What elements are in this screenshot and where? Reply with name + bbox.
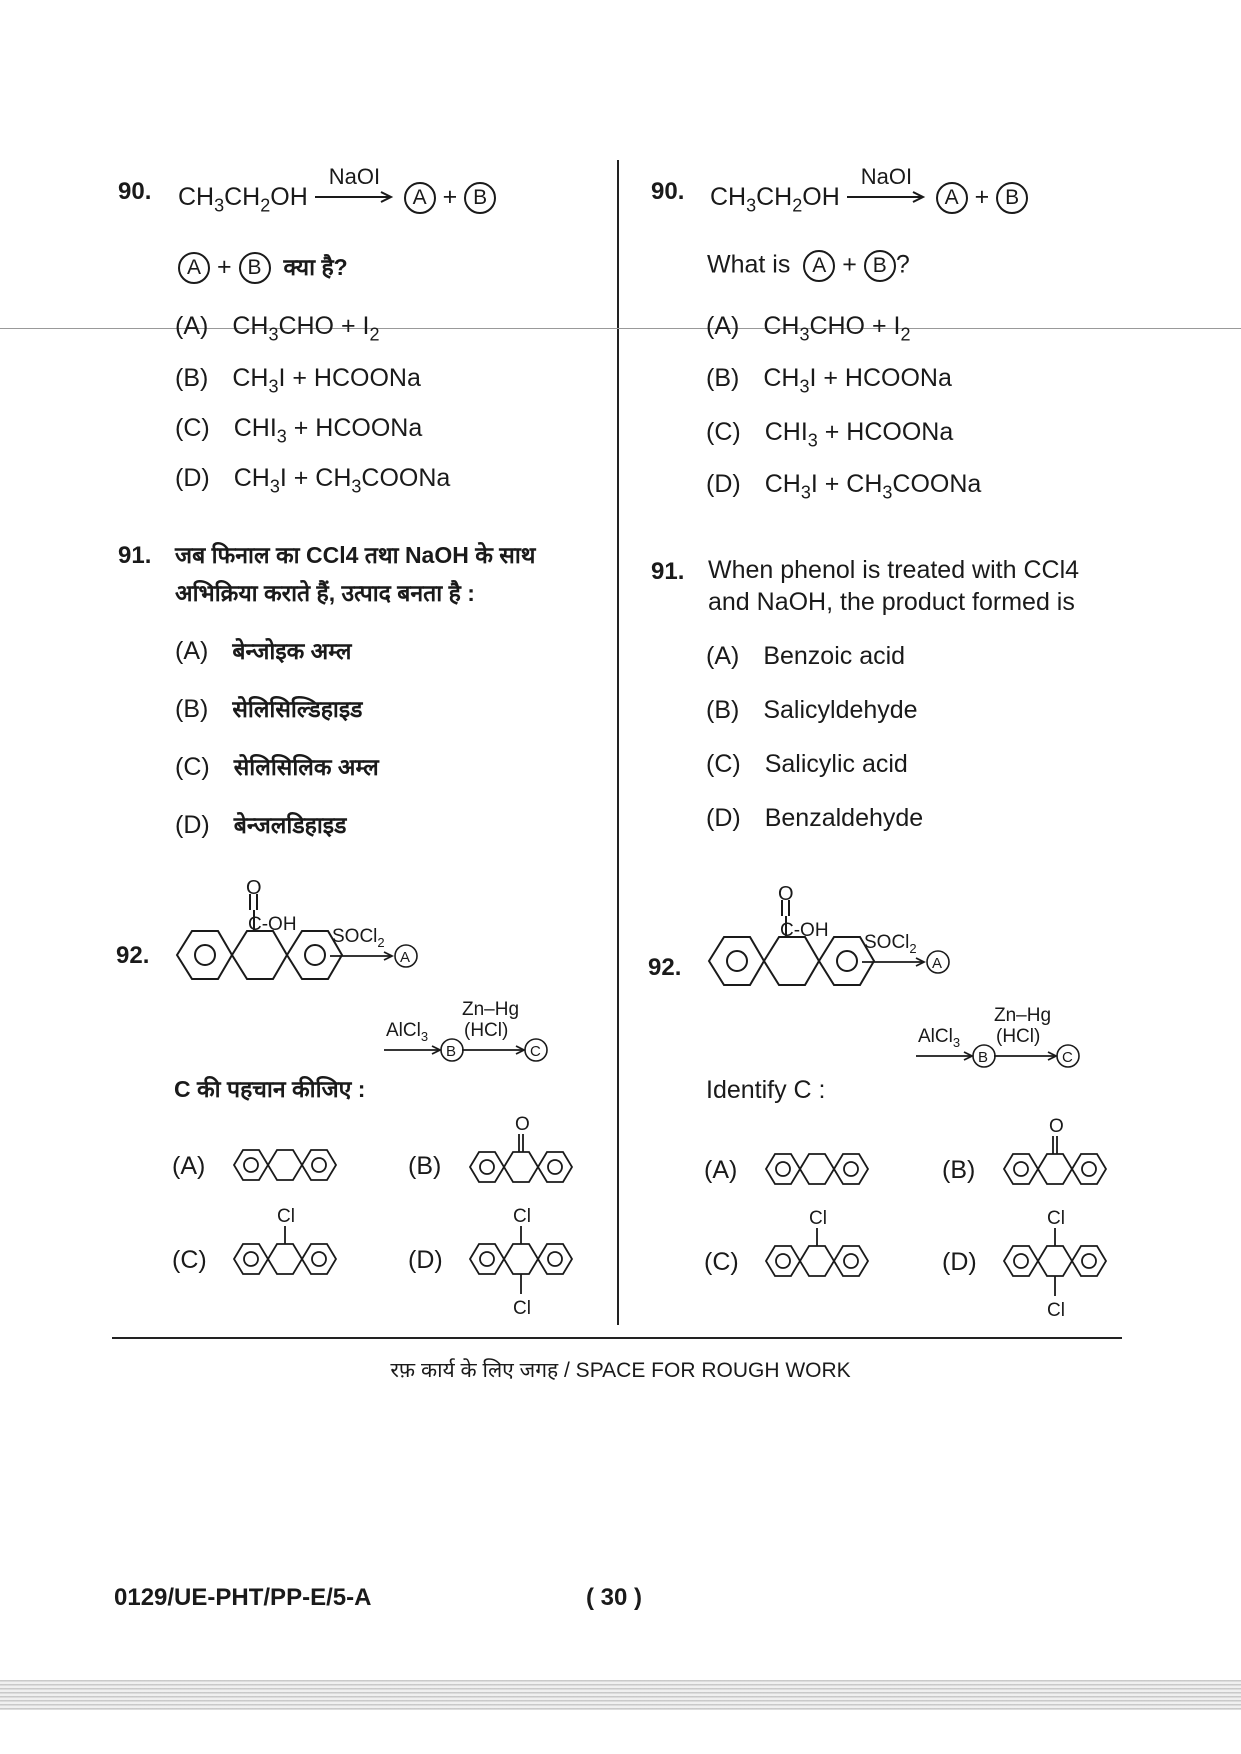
- q90-question-left: A + B क्या है?: [178, 250, 348, 284]
- substituent-o: O: [246, 880, 262, 899]
- q91-line2-right: and NaOH, the product formed is: [708, 588, 1075, 616]
- q91-number-right: 91.: [651, 558, 685, 585]
- q91-option-d-left: (D) बेन्जलडिहाइड: [175, 811, 347, 839]
- question-english: What is: [707, 250, 791, 279]
- q91-option-a-right: (A) Benzoic acid: [706, 642, 906, 670]
- option-d-dichloro: [466, 1200, 578, 1322]
- q90-question-right: What is A + B ?: [707, 250, 910, 282]
- svg-text:C: C: [1062, 1049, 1073, 1066]
- svg-text:O: O: [1049, 1116, 1064, 1137]
- q91-line1-left: जब फिनाल का CCl4 तथा NaOH के साथ: [175, 542, 536, 568]
- product-b-circle-right: B: [996, 182, 1028, 214]
- option-c-chloro-right: [762, 1202, 872, 1286]
- option-b-anthrone-right: [1000, 1110, 1112, 1194]
- reagent-label: NaOI: [328, 164, 381, 189]
- reactant-formula: $CH_3CH_2OH$: [178, 182, 308, 215]
- rough-work-label: रफ़ कार्य के लिए जगह / SPACE FOR ROUGH WORK: [390, 1359, 851, 1382]
- q91-option-c-right: (C) Salicylic acid: [706, 750, 908, 778]
- column-divider: [617, 160, 619, 1325]
- product-a-circle: A: [404, 182, 436, 214]
- q92-opt-c-label-right: (C): [704, 1248, 739, 1276]
- svg-text:Zn–Hg: Zn–Hg: [994, 1005, 1052, 1026]
- circle-b-right: B: [864, 250, 896, 282]
- q91-line2-left: अभिक्रिया कराते हैं, उत्पाद बनता है :: [175, 580, 475, 606]
- q90-reaction-right: $CH_3CH_2OH$ NaOI A + B: [710, 160, 1028, 200]
- q92-prompt-left: C की पहचान कीजिए :: [174, 1076, 366, 1102]
- svg-text:C: C: [530, 1043, 541, 1060]
- q92-opt-c-label-left: (C): [172, 1246, 207, 1274]
- q91-number-left: 91.: [118, 542, 152, 569]
- q90-reaction-left: $CH_3CH_2OH$ NaOI A + B: [178, 160, 496, 200]
- q90-option-d-right: (D) $CH_3I$ + $CH_3COONa$: [706, 470, 982, 503]
- option-b-anthrone: [466, 1108, 578, 1192]
- option-d-cl-top: Cl: [513, 1206, 531, 1227]
- svg-text:Cl: Cl: [1047, 1208, 1065, 1229]
- rough-work-rule: [112, 1337, 1122, 1339]
- option-d-cl-bottom: Cl: [513, 1298, 531, 1319]
- option-d-dichloro-right: [1000, 1202, 1112, 1324]
- reaction-arrow: [315, 190, 397, 204]
- q91-option-d-right: (D) Benzaldehyde: [706, 804, 924, 832]
- q92-opt-d-label-left: (D): [408, 1246, 443, 1274]
- option-c-chloro: [230, 1200, 340, 1284]
- svg-text:B: B: [978, 1049, 989, 1066]
- q92-number-right: 92.: [648, 954, 682, 981]
- q90-option-b-right: (B) $CH_3I$ + HCOONa: [706, 364, 952, 397]
- q92-reaction-scheme-left: [170, 880, 600, 1070]
- page-number: ( 30 ): [586, 1584, 643, 1611]
- reagent-alcl3: AlCl$_3$: [386, 1020, 429, 1044]
- q91-option-a-left: (A) बेन्जोइक अम्ल: [175, 637, 352, 665]
- product-b-circle: B: [464, 182, 496, 214]
- q90-option-c-left: (C) $CHI_3$ + HCOONa: [175, 414, 423, 447]
- svg-text:A: A: [400, 949, 411, 966]
- reagent-alcl3-right: AlCl$_3$: [918, 1026, 961, 1050]
- substituent-o-right: O: [778, 886, 794, 905]
- svg-text:B: B: [446, 1043, 457, 1060]
- svg-text:A: A: [932, 955, 943, 972]
- q92-opt-d-label-right: (D): [942, 1248, 977, 1276]
- anthracene-acid-structure: [177, 894, 342, 979]
- q90-option-d-left: (D) $CH_3I$ + $CH_3COONa$: [175, 464, 451, 497]
- question-hindi: क्या है?: [283, 254, 348, 280]
- circle-b: B: [239, 252, 271, 284]
- q92-reaction-scheme-right: [702, 886, 1132, 1076]
- q92-number-left: 92.: [116, 942, 150, 969]
- q91-line1-right: When phenol is treated with CCl4: [708, 556, 1080, 584]
- q90-option-b-left: (B) $CH_3I$ + HCOONa: [175, 364, 421, 397]
- group-coh: C-OH: [248, 914, 297, 935]
- circle-a-right: A: [803, 250, 835, 282]
- q91-option-c-left: (C) सेलिसिलिक अम्ल: [175, 753, 379, 781]
- circle-a: A: [178, 252, 210, 284]
- q91-option-b-left: (B) सेलिसिल्डिहाइड: [175, 695, 363, 723]
- q90-option-a-left: (A) $CH_3CHO + I_2$: [175, 312, 380, 345]
- scan-edge-lines: [0, 1680, 1241, 1710]
- option-b-o: O: [515, 1114, 530, 1135]
- q92-opt-a-label-left: (A): [172, 1152, 206, 1180]
- group-coh-right: C-OH: [780, 920, 829, 941]
- q90-number-left: 90.: [118, 178, 152, 205]
- q92-prompt-right: Identify C :: [706, 1076, 826, 1104]
- q90-option-a-right: (A) $CH_3CHO + I_2$: [706, 312, 911, 345]
- reagent-label-right: NaOI: [860, 164, 913, 189]
- reaction-arrow-right: [847, 190, 929, 204]
- q92-opt-b-label-left: (B): [408, 1152, 442, 1180]
- q91-option-b-right: (B) Salicyldehyde: [706, 696, 918, 724]
- q92-opt-a-label-right: (A): [704, 1156, 738, 1184]
- option-a-anthracene: [230, 1140, 340, 1190]
- reagent-znhg: Zn–Hg: [462, 999, 520, 1020]
- q90-number-right: 90.: [651, 178, 685, 205]
- product-a-circle-right: A: [936, 182, 968, 214]
- paper-code: 0129/UE-PHT/PP-E/5-A: [114, 1584, 372, 1611]
- svg-text:Cl: Cl: [809, 1208, 827, 1229]
- reagent-hcl: (HCl): [464, 1020, 509, 1041]
- option-c-cl: Cl: [277, 1206, 295, 1227]
- q90-option-c-right: (C) $CHI_3$ + HCOONa: [706, 418, 954, 451]
- q92-opt-b-label-right: (B): [942, 1156, 976, 1184]
- reagent-socl2: SOCl$_2$: [332, 926, 385, 950]
- svg-text:Cl: Cl: [1047, 1300, 1065, 1321]
- option-a-anthracene-right: [762, 1144, 872, 1194]
- svg-text:(HCl): (HCl): [996, 1026, 1041, 1047]
- reagent-socl2-right: SOCl$_2$: [864, 932, 917, 956]
